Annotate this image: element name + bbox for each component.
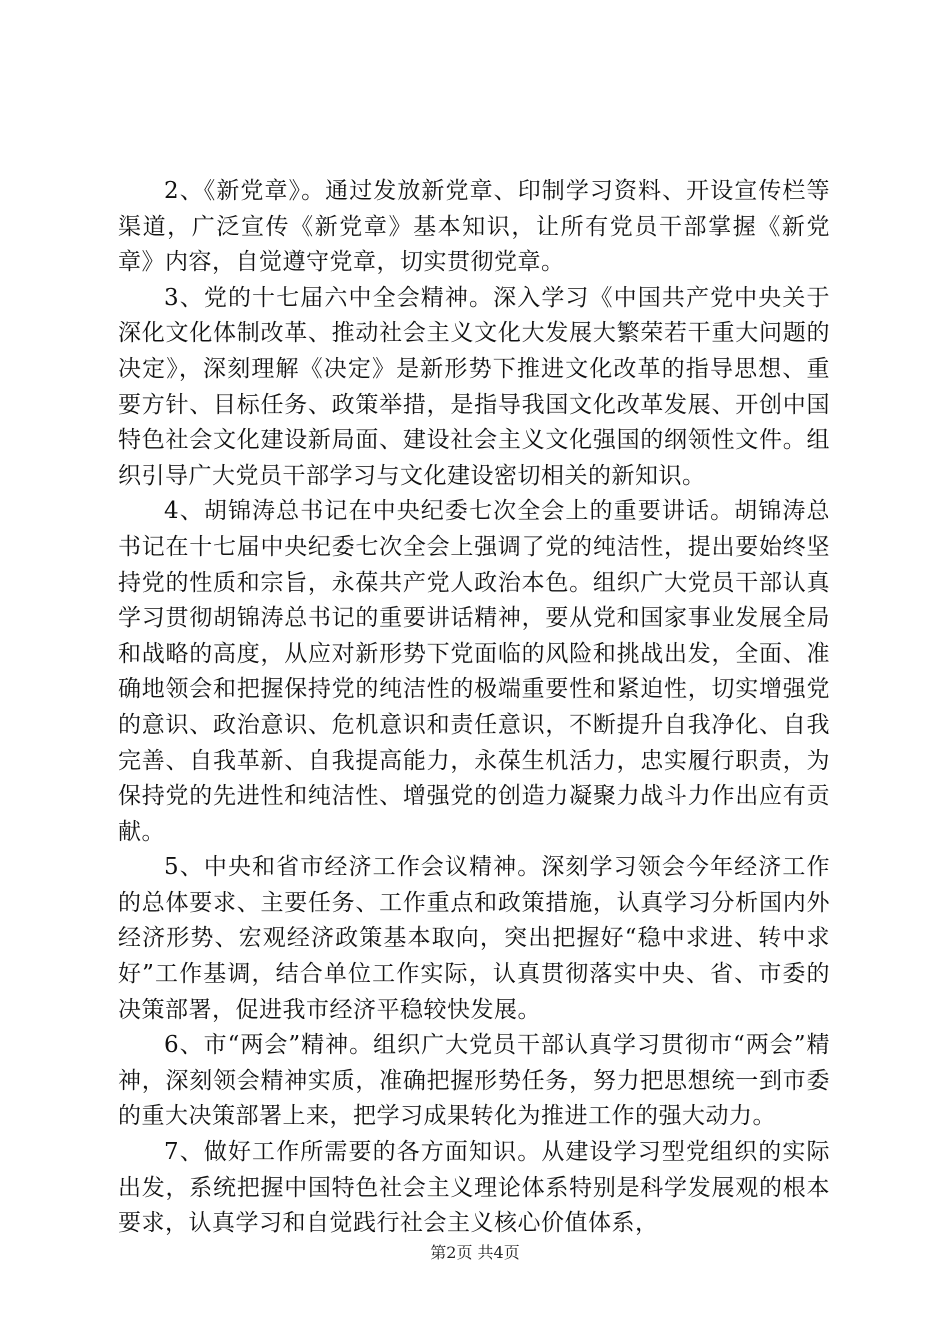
paragraph-item-2: 2、《新党章》。通过发放新党章、印制学习资料、开设宣传栏等渠道，广泛宣传《新党章》基本知识，让所有党员干部掌握《新党章》内容，自觉遵守党章，切实贯彻党章。 — [118, 178, 830, 276]
paragraph-item-7: 7、做好工作所需要的各方面知识。从建设学习型党组织的实际出发，系统把握中国特色社会主义理论体系特别是科学发展观的根本要求，认真学习和自觉践行社会主义核心价值体系， — [118, 1139, 830, 1237]
paragraph-item-3: 3、党的十七届六中全会精神。深入学习《中国共产党中央关于深化文化体制改革、推动社会主义文化大发展大繁荣若干重大问题的决定》，深刻理解《决定》是新形势下推进文化改革的指导思想、重要方针、目标任务、政策举措，是指导我国文化改革发展、开创中国特色社会文化建设新局面、建设社会主义文化强国的纲领性文件。组织引导广大党员干部学习与文化建设密切相关的新知识。 — [118, 284, 830, 489]
paragraph-item-5: 5、中央和省市经济工作会议精神。深刻学习领会今年经济工作的总体要求、主要任务、工作重点和政策措施，认真学习分析国内外经济形势、宏观经济政策基本取向，突出把握好“稳中求进、转中求好”工作基调，结合单位工作实际，认真贯彻落实中央、省、市委的决策部署，促进我市经济平稳较快发展。 — [118, 854, 830, 1023]
page-number-footer: 第2页 共4页 — [430, 1243, 520, 1262]
document-body — [118, 174, 830, 1242]
paragraph-item-6: 6、市“两会”精神。组织广大党员干部认真学习贯彻市“两会”精神，深刻领会精神实质，准确把握形势任务，努力把思想统一到市委的重大决策部署上来，把学习成果转化为推进工作的强大动力。 — [118, 1032, 830, 1130]
paragraph-item-4: 4、胡锦涛总书记在中央纪委七次全会上的重要讲话。胡锦涛总书记在十七届中央纪委七次全会上强调了党的纯洁性，提出要始终坚持党的性质和宗旨，永葆共产党人政治本色。组织广大党员干部认真学习贯彻胡锦涛总书记的重要讲话精神，要从党和国家事业发展全局和战略的高度，从应对新形势下党面临的风险和挑战出发，全面、准确地领会和把握保持党的纯洁性的极端重要性和紧迫性，切实增强党的意识、政治意识、危机意识和责任意识，不断提升自我净化、自我完善、自我革新、自我提高能力，永葆生机活力，忠实履行职责，为保持党的先进性和纯洁性、增强党的创造力凝聚力战斗力作出应有贡献。 — [118, 498, 830, 845]
